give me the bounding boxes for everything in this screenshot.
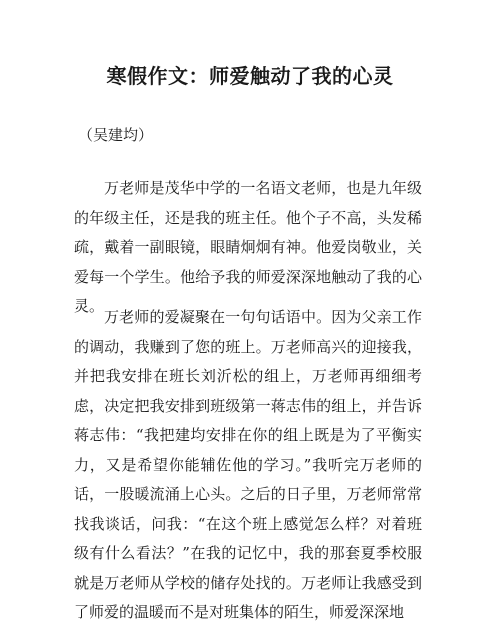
author-line: （吴建均） [78, 126, 154, 144]
paragraph-1: 万老师是茂华中学的一名语文老师，也是九年级的年级主任，还是我的班主任。他个子不高，头发稀疏，戴着一副眼镜，眼睛炯炯有神。他爱岗敬业，关爱每一个学生。他给予我的师爱深深地触动了我的心灵。 [74, 179, 422, 315]
paragraph-2: 万老师的爱凝聚在一句句话语中。因为父亲工作的调动，我赚到了您的班上。万老师高兴的迎接我，并把我安排在班长刘沂松的组上，万老师再细细考虑，决定把我安排到班级第一蒋志伟的组上，并告诉蒋志伟：“我把建均安排在你的组上既是为了平衡实力，又是希望你能辅佐他的学习。”我听完万老师的话，一股暖流涌上心头。之后的日子里，万老师常常找我谈话，问我：“在这个班上感觉怎么样？对着班级有什么看法？”在我的记忆中，我的那套夏季校服就是万老师从学校的储存处找的。万老师让我感受到了师爱的温暖而不是对班集体的陌生，师爱深深地 [74, 308, 422, 621]
document-title: 寒假作文：师爱触动了我的心灵 [106, 64, 394, 88]
